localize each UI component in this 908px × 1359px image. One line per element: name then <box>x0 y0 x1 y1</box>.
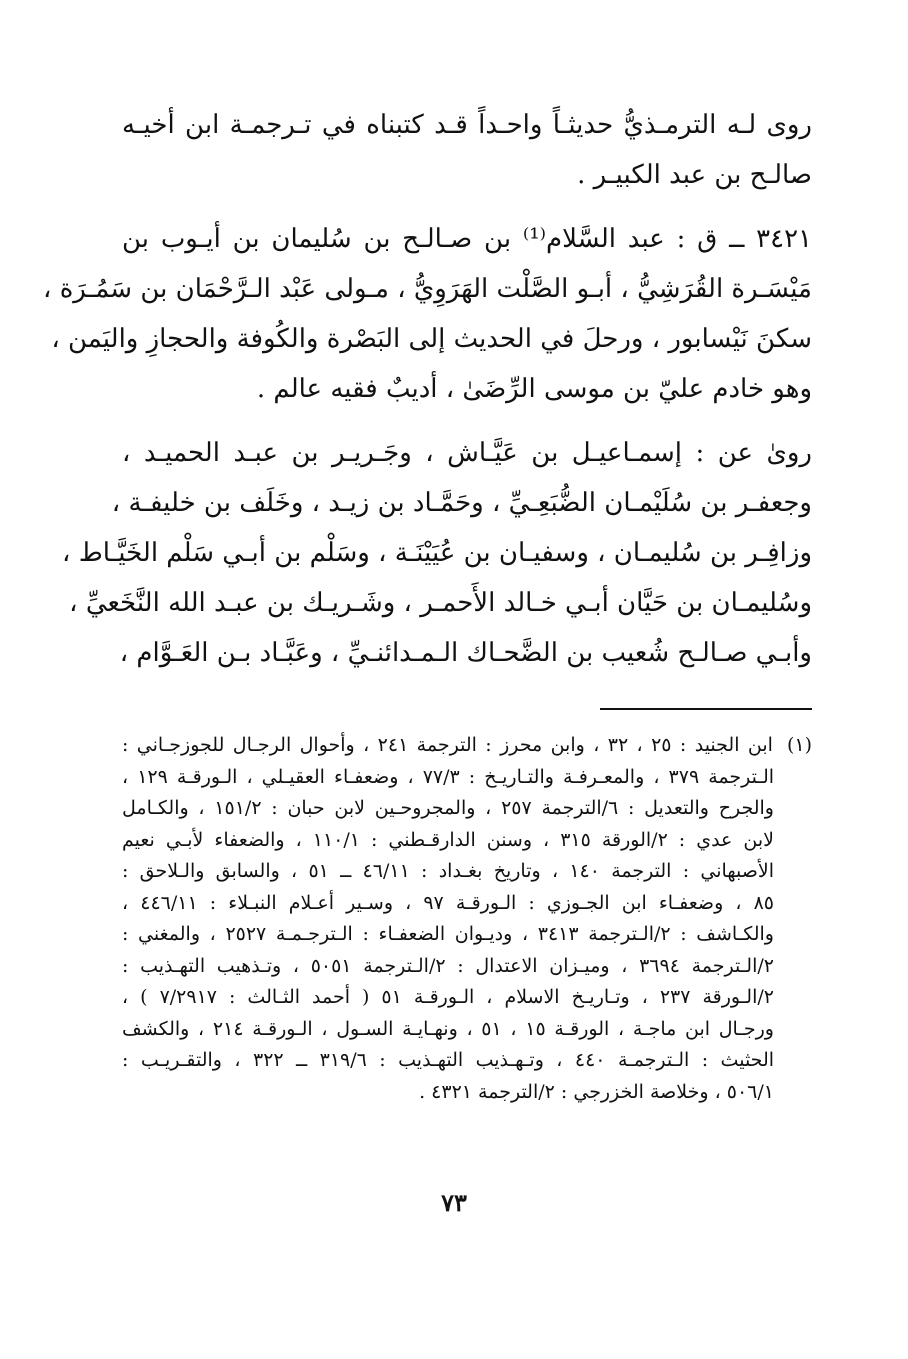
footnote-line: الحثيث : الـترجمـة ٤٤٠ ، وتـهـذيب التهـذيب : ٣١٩/٦ ــ ٣٢٢ ، والتقـريـب : <box>122 1049 775 1071</box>
text-line: وزافِـر بن سُليمـان ، وسفيـان بن عُيَيْنَـة ، وسَلْم بن أبـي سَلْم الخَيَّـاط ، <box>62 538 812 568</box>
footnote-line: الـترجمة ٣٧٩ ، والمعـرفـة والتـاريـخ : ٧٧/٣ ، وضعفـاء العقيـلي ، الـورقـة ١٢٩ ، <box>122 765 775 788</box>
paragraph-gap <box>122 414 812 428</box>
footnote-line: الأصبهاني : الترجمة ١٤٠ ، وتاريخ بغـداد : ٤٦/١١ ــ ٥١ ، والسابق والـلاحق : <box>122 860 775 882</box>
paragraph-gap <box>122 200 812 214</box>
page-number: ٧٣ <box>441 1188 467 1217</box>
paragraph-2-entry-3421 <box>43 214 812 414</box>
footnote-divider <box>600 708 812 710</box>
footnote-line <box>122 730 812 762</box>
text-line: صالـح بن عبد الكبيـر . <box>577 160 812 190</box>
footnote-text: ابن الجنيد : ٢٥ ، ٣٢ ، وابن محرز : الترجمة ٢٤١ ، وأحوال الرجـال للجوزجـاني : <box>122 734 773 756</box>
footnote-line: ٨٥ ، وضعفـاء ابن الجـوزي : الـورقـة ٩٧ ، وسـير أعـلام النبـلاء : ٤٤٦/١١ ، <box>122 891 774 914</box>
text-line: وجعفـر بن سُلَيْمـان الضُّبَعِـيِّ ، وحَمَّـاد بن زيـد ، وخَلَف بن خليفـة ، <box>111 488 812 518</box>
footnote-line: لابن عدي : ٢/الورقة ٣١٥ ، وسنن الدارقـطني : ١١٠/١ ، والضعفاء لأبـي نعيم <box>122 828 774 851</box>
text-line: سكنَ نَيْسابور ، ورحلَ في الحديث إلى البَصْرة والكُوفة والحجازِ واليَمن ، <box>51 324 812 354</box>
main-text <box>43 100 812 678</box>
text-line: وسُليمـان بن حَيَّان أبـي خـالد الأَحمـر ، وشَـريـك بن عبـد الله النَّخَعيِّ ، <box>69 588 812 618</box>
footnote-marker: (١) <box>786 734 812 756</box>
text-line: وأبـي صـالـح شُعيب بن الضَّحـاك الـمـدائنـيِّ ، وعَبَّـاد بـن العَـوَّام ، <box>119 638 812 668</box>
text-line: روى لـه الترمـذيُّ حديثـاً واحـداً قـد كتبناه في تـرجمـة ابن أخيـه <box>122 110 812 140</box>
footnote-block <box>122 730 812 1108</box>
footnote-line: والكـاشف : ٢/الـترجمة ٣٤١٣ ، وديـوان الضعفـاء : الـترجـمـة ٢٥٢٧ ، والمغني : <box>122 923 774 945</box>
footnote-line: ورجـال ابن ماجـة ، الورقـة ١٥ ، ٥١ ، ونهـايـة السـول ، الـورقـة ٢١٤ ، والكشف <box>122 1017 774 1040</box>
paragraph-1 <box>122 100 812 200</box>
footnote-line: ٥٠٦/١ ، وخلاصة الخزرجي : ٢/الترجمة ٤٣٢١ . <box>419 1080 774 1103</box>
text-line: ٣٤٢١ ــ ق : عبد السَّلام⁽¹⁾ بن صـالـح بن سُليمان بن أيـوب بن <box>122 224 812 254</box>
footnote-line: والجرح والتعديل : ٦/الترجمة ٢٥٧ ، والمجروحـين لابن حبان : ١٥١/٢ ، والكـامل <box>122 797 774 819</box>
text-line: روىٰ عن : إسمـاعيـل بن عَيَّـاش ، وجَـريـر بن عبـد الحميـد ، <box>122 438 812 468</box>
footnote-line: ٢/الـورقة ٢٣٧ ، وتـاريـخ الاسلام ، الـورقـة ٥١ ( أحمد الثـالث : ٧/٢٩١٧ ) ، <box>122 986 774 1008</box>
text-line: وهو خادم عليّ بن موسى الرِّضَىٰ ، أديبٌ فقيه عالم . <box>256 374 812 404</box>
paragraph-3-narrated-from <box>62 428 812 678</box>
text-line: مَيْسَـرة القُرَشِيُّ ، أبـو الصَّلْت الهَرَوِيُّ ، مـولى عَبْد الـرَّحْمَان بن سَمُـرَة ، <box>43 274 812 304</box>
footnote-line: ٢/الـترجمة ٣٦٩٤ ، وميـزان الاعتدال : ٢/الـترجمة ٥٠٥١ ، وتـذهيب التهـذيب : <box>122 954 774 977</box>
